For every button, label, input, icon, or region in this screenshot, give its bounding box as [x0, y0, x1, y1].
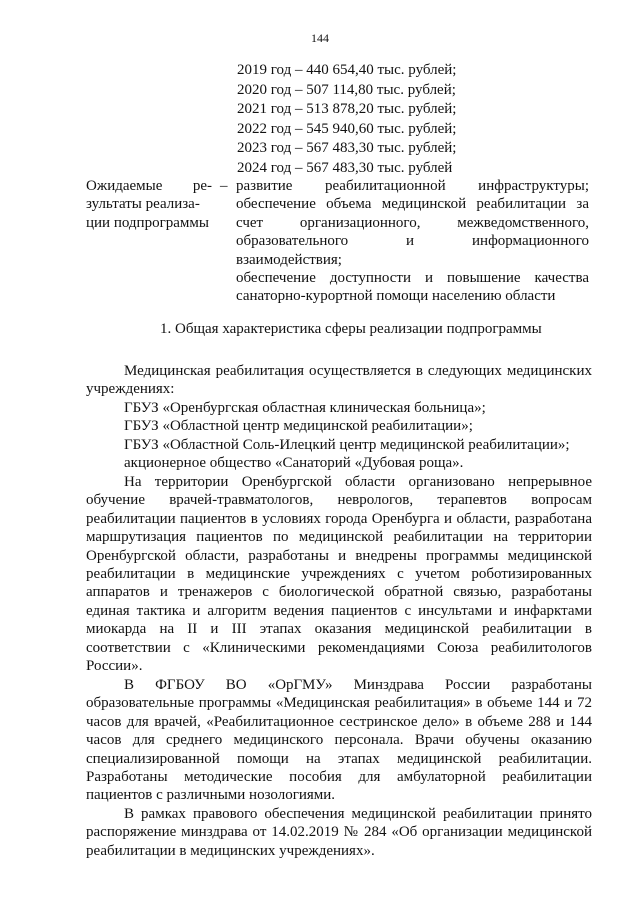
institution-item: акционерное общество «Санаторий «Дубовая роща». [124, 455, 464, 472]
paragraph-training: На территории Оренбургской области организовано непрерывное обучение врачей-травматологов, неврологов, терапевтов вопросам реабилитации пациентов в условиях города Оренбурга и области, разработана маршрутизация пациентов по медицинской реабилитации на территории Оренбургской области, разработаны и внедрены программы медицинской реабилитации в медицинские учреждениях с учетом роботизированных аппаратов и тренажеров с биологической обратной связью, разработаны единая тактика и алгоритм ведения пациентов с инсультами и инфарктами миокарда на II и III этапах оказания медицинской реабилитации в соответствии с «Клиническими рекомендациями Союза реабилитологов России». [86, 473, 592, 675]
expected-results-item-2: обеспечение доступности и повышение качества санаторно-курортной помощи населению области [236, 270, 589, 305]
body-text [86, 362, 592, 860]
expected-results-label-line3: ции подпрограммы [86, 214, 209, 231]
funding-list [237, 61, 456, 178]
expected-results-item-1: развитие реабилитационной инфраструктуры; обеспечение объема медицинской реабилитации за счет организационного, межведомственного, образовательного и информационного взаимодействия; [236, 178, 589, 268]
label-word-re: ре- [192, 178, 212, 194]
funding-line-2023: 2023 год – 567 483,30 тыс. рублей; [237, 140, 457, 156]
paragraph-education-programs: В ФГБОУ ВО «ОрГМУ» Минздрава России разработаны образовательные программы «Медицинская реабилитация» в объеме 144 и 72 часов для врачей, «Реабилитационное сестринское дело» в объеме 288 и 144 часов для среднего медицинского персонала. Врачи обучены оказанию специализированной помощи на этапах медицинской реабилитации. Разработаны методические пособия для амбулаторной реабилитации пациентов с различными нозологиями. [86, 676, 592, 804]
label-word-expected: Ожидаемые [86, 178, 163, 194]
funding-line-2022: 2022 год – 545 940,60 тыс. рублей; [237, 120, 457, 137]
funding-line-2021: 2021 год – 513 878,20 тыс. рублей; [237, 101, 457, 117]
paragraph-legal: В рамках правового обеспечения медицинской реабилитации принято распоряжение минздрава от 14.02.2019 № 284 «Об организации медицинской реабилитации в медицинских учреждениях». [86, 805, 592, 859]
funding-line-2020: 2020 год – 507 114,80 тыс. рублей; [237, 81, 456, 98]
section-heading: 1. Общая характеристика сферы реализации подпрограммы [160, 321, 542, 337]
expected-results-label-line1 [86, 177, 212, 195]
intro-paragraph: Медицинская реабилитация осуществляется в следующих медицинских учреждениях: [86, 363, 592, 398]
expected-results-label-line2: зультаты реализа- [86, 196, 200, 213]
page-number: 144 [311, 31, 329, 45]
expected-results-text [236, 177, 589, 306]
institution-item: ГБУЗ «Областной центр медицинской реабилитации»; [124, 418, 473, 435]
institution-item: ГБУЗ «Областной Соль-Илецкий центр медицинской реабилитации»; [124, 436, 570, 453]
expected-results-label [86, 177, 212, 232]
funding-line-2019: 2019 год – 440 654,40 тыс. рублей; [237, 62, 457, 78]
expected-results-dash: – [220, 178, 228, 194]
institution-item: ГБУЗ «Оренбургская областная клиническая больница»; [124, 399, 486, 416]
funding-line-2024: 2024 год – 567 483,30 тыс. рублей [237, 159, 453, 176]
